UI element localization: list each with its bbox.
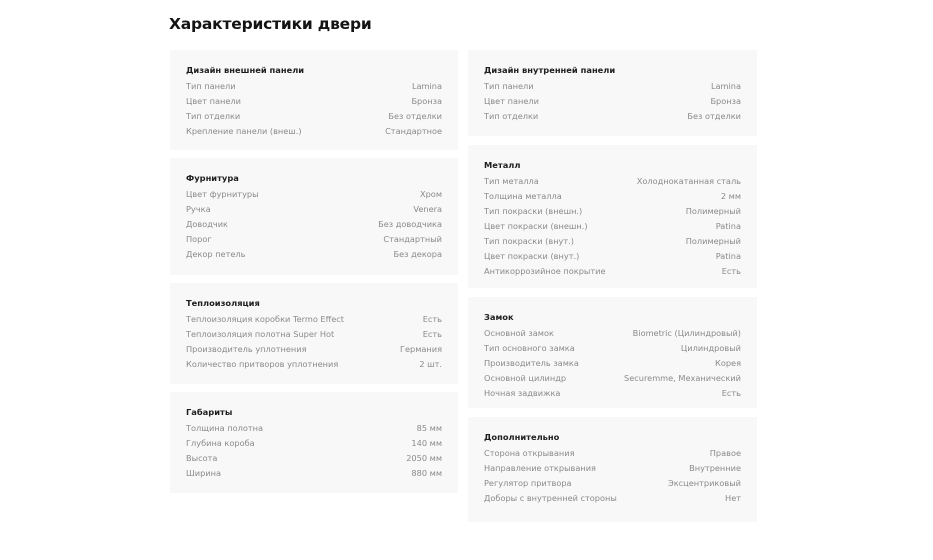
spec-row-outer-paint-color [484,219,741,234]
spec-row-threshold [186,232,442,247]
spec-row-finish-type [484,109,741,124]
spec-value: 85 мм [416,423,442,433]
section-metal [468,145,757,288]
spec-row-metal-type [484,174,741,189]
spec-row-width [186,466,442,481]
section-title: Дизайн внешней панели [186,65,305,75]
spec-label: Количество притворов уплотнения [186,359,339,369]
spec-value: Есть [422,329,442,339]
spec-value: 2 шт. [419,359,442,369]
spec-value: Patina [715,221,741,231]
section-insulation [170,283,458,384]
spec-row-fittings-color [186,187,442,202]
spec-label: Теплоизоляция коробки Termo Effect [186,314,344,324]
spec-label: Толщина металла [484,191,562,201]
spec-row-panel-type [186,79,442,94]
spec-value: Стандартный [383,234,442,244]
spec-value: Германия [399,344,442,354]
spec-row-panel-color [484,94,741,109]
spec-row-frame-insulation [186,312,442,327]
spec-row-panel-type [484,79,741,94]
spec-row-opening-side [484,446,741,461]
spec-row-night-latch [484,386,741,401]
spec-value: Холоднокатанная сталь [636,176,741,186]
spec-row-panel-mount [186,124,442,139]
spec-label: Тип покраски (внут.) [484,236,574,246]
spec-value: Бронза [411,96,442,106]
spec-label: Основной цилиндр [484,373,567,383]
spec-value: Хром [420,189,442,199]
spec-label: Направление открывания [484,463,596,473]
spec-row-closer [186,217,442,232]
spec-label: Высота [186,453,218,463]
spec-row-inner-paint-type [484,234,741,249]
spec-row-seal-maker [186,342,442,357]
spec-value: Без декора [393,249,442,259]
section-title: Габариты [186,407,233,417]
section-dimensions [170,392,458,493]
spec-value: Без отделки [687,111,741,121]
spec-label: Ночная задвижка [484,388,561,398]
spec-row-leaf-thickness [186,421,442,436]
spec-label: Основной замок [484,328,554,338]
spec-value: Бронза [710,96,741,106]
spec-row-opening-direction [484,461,741,476]
spec-label: Производитель уплотнения [186,344,307,354]
spec-value: Полимерный [685,206,741,216]
spec-label: Антикоррозийное покрытие [484,266,606,276]
spec-value: 880 мм [411,468,442,478]
spec-label: Толщина полотна [186,423,263,433]
spec-value: Эксцентриковый [668,478,741,488]
section-title: Дополнительно [484,432,560,442]
spec-row-latch-adjuster [484,476,741,491]
spec-label: Сторона открывания [484,448,575,458]
spec-label: Доборы с внутренней стороны [484,493,617,503]
spec-label: Тип отделки [186,111,241,121]
spec-row-metal-thickness [484,189,741,204]
spec-value: Patina [715,251,741,261]
spec-value: 2 мм [720,191,741,201]
section-outer-panel [170,50,458,150]
spec-value: Есть [721,388,741,398]
spec-row-hinge-decor [186,247,442,262]
spec-row-seal-count [186,357,442,372]
spec-label: Тип металла [484,176,539,186]
spec-value: Lamina [411,81,442,91]
spec-value: Venera [413,204,442,214]
section-lock [468,297,757,408]
section-fittings [170,158,458,275]
spec-value: 140 мм [411,438,442,448]
spec-label: Теплоизоляция полотна Super Hot [186,329,335,339]
spec-label: Цвет фурнитуры [186,189,259,199]
spec-value: Цилиндровый [680,343,741,353]
spec-label: Доводчик [186,219,229,229]
spec-value: Есть [422,314,442,324]
spec-value: Стандартное [385,126,442,136]
spec-row-inner-extensions [484,491,741,506]
spec-label: Тип отделки [484,111,539,121]
spec-value: Securemme, Механический [624,373,741,383]
spec-row-panel-color [186,94,442,109]
spec-value: Lamina [710,81,741,91]
spec-label: Ширина [186,468,221,478]
section-title: Металл [484,160,521,170]
spec-value: Правое [709,448,741,458]
spec-label: Регулятор притвора [484,478,572,488]
spec-row-frame-depth [186,436,442,451]
spec-value: Biometric (Цилиндровый) [632,328,741,338]
spec-row-main-lock-type [484,341,741,356]
section-title: Замок [484,312,514,322]
spec-label: Цвет покраски (внут.) [484,251,580,261]
section-title: Теплоизоляция [186,298,260,308]
spec-label: Тип основного замка [484,343,575,353]
spec-label: Ручка [186,204,211,214]
spec-label: Производитель замка [484,358,579,368]
spec-value: Нет [725,493,741,503]
spec-value: Без отделки [388,111,442,121]
spec-label: Тип панели [186,81,236,91]
spec-row-inner-paint-color [484,249,741,264]
spec-label: Цвет панели [186,96,241,106]
spec-row-handle [186,202,442,217]
section-inner-panel [468,50,757,136]
spec-row-finish-type [186,109,442,124]
section-extra [468,417,757,522]
spec-value: 2050 мм [406,453,442,463]
spec-value: Полимерный [685,236,741,246]
spec-label: Крепление панели (внеш.) [186,126,302,136]
spec-value: Без доводчика [378,219,442,229]
page-title: Характеристики двери [169,15,372,33]
spec-row-outer-paint-type [484,204,741,219]
spec-row-height [186,451,442,466]
spec-value: Внутренние [689,463,741,473]
spec-row-main-cylinder [484,371,741,386]
spec-label: Цвет панели [484,96,539,106]
spec-row-anticorrosion [484,264,741,279]
spec-label: Декор петель [186,249,246,259]
spec-label: Цвет покраски (внешн.) [484,221,588,231]
spec-value: Есть [721,266,741,276]
spec-value: Корея [715,358,741,368]
spec-row-lock-maker [484,356,741,371]
spec-label: Порог [186,234,212,244]
section-title: Дизайн внутренней панели [484,65,616,75]
spec-label: Тип покраски (внешн.) [484,206,583,216]
section-title: Фурнитура [186,173,239,183]
spec-label: Тип панели [484,81,534,91]
spec-row-main-lock [484,326,741,341]
spec-row-leaf-insulation [186,327,442,342]
spec-label: Глубина короба [186,438,255,448]
